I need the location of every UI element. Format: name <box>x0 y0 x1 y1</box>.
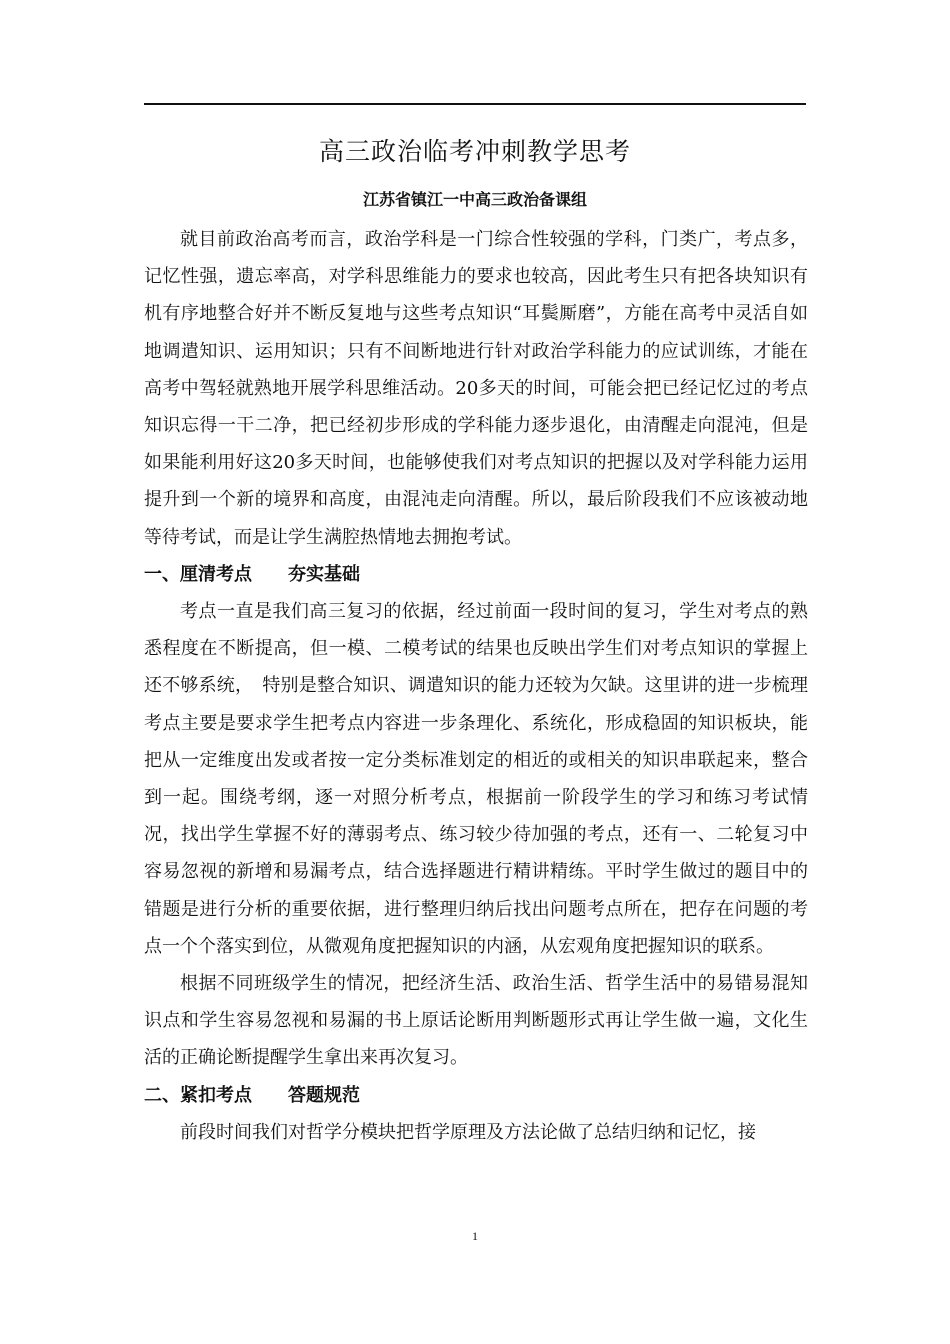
section-2-paragraph-1: 前段时间我们对哲学分模块把哲学原理及方法论做了总结归纳和记忆，接 <box>180 1121 756 1143</box>
page-number: 1 <box>472 1229 478 1243</box>
document-subtitle: 江苏省镇江一中高三政治备课组 <box>362 190 587 209</box>
header-rule <box>144 103 806 105</box>
intro-paragraph: 就目前政治高考而言，政治学科是一门综合性较强的学科，门类广，考点多，记忆性强，遗忘率高，对学科思维能力的要求也较高，因此考生只有把各块知识有机有序地整合好并不断反复地与这些考点知识“耳鬓厮磨”，方能在高考中灵活自如地调遣知识、运用知识；只有不间断地进行针对政治学科能力的应试训练，才能在高考中驾轻就熟地开展学科思维活动。20多天的时间，可能会把已经记忆过的考点知识忘得一干二净，把已经初步形成的学科能力逐步退化，由清醒走向混沌，但是如果能利用好这20多天时间，也能够使我们对考点知识的把握以及对学科能力运用提升到一个新的境界和高度，由混沌走向清醒。所以，最后阶段我们不应该被动地等待考试，而是让学生满腔热情地去拥抱考试。 <box>144 229 808 548</box>
document-title: 高三政治临考冲刺教学思考 <box>318 137 631 166</box>
document-body <box>144 221 808 1151</box>
section-1-paragraph-2: 根据不同班级学生的情况，把经济生活、政治生活、哲学生活中的易错易混知识点和学生容易忽视和易漏的书上原话论断用判断题形式再让学生做一遍，文化生活的正确论断提醒学生拿出来再次复习。 <box>144 973 808 1069</box>
section-1-paragraph-1: 考点一直是我们高三复习的依据，经过前面一段时间的复习，学生对考点的熟悉程度在不断提高，但一模、二模考试的结果也反映出学生们对考点知识的掌握上还不够系统， 特别是整合知识、调遣知识的能力还较为欠缺。这里讲的进一步梳理考点主要是要求学生把考点内容进一步条理化、系统化，形成稳固的知识板块，能把从一定维度出发或者按一定分类标准划定的相近的或相关的知识串联起来，整合到一起。围绕考纲，逐一对照分析考点，根据前一阶段学生的学习和练习考试情况，找出学生掌握不好的薄弱考点、练习较少待加强的考点，还有一、二轮复习中容易忽视的新增和易漏考点，结合选择题进行精讲精练。平时学生做过的题目中的错题是进行分析的重要依据，进行整理归纳后找出问题考点所在，把存在问题的考点一个个落实到位，从微观角度把握知识的内涵，从宏观角度把握知识的联系。 <box>144 601 808 957</box>
section-2-heading: 二、紧扣考点 答题规范 <box>144 1084 360 1106</box>
section-1-heading: 一、厘清考点 夯实基础 <box>144 563 360 585</box>
